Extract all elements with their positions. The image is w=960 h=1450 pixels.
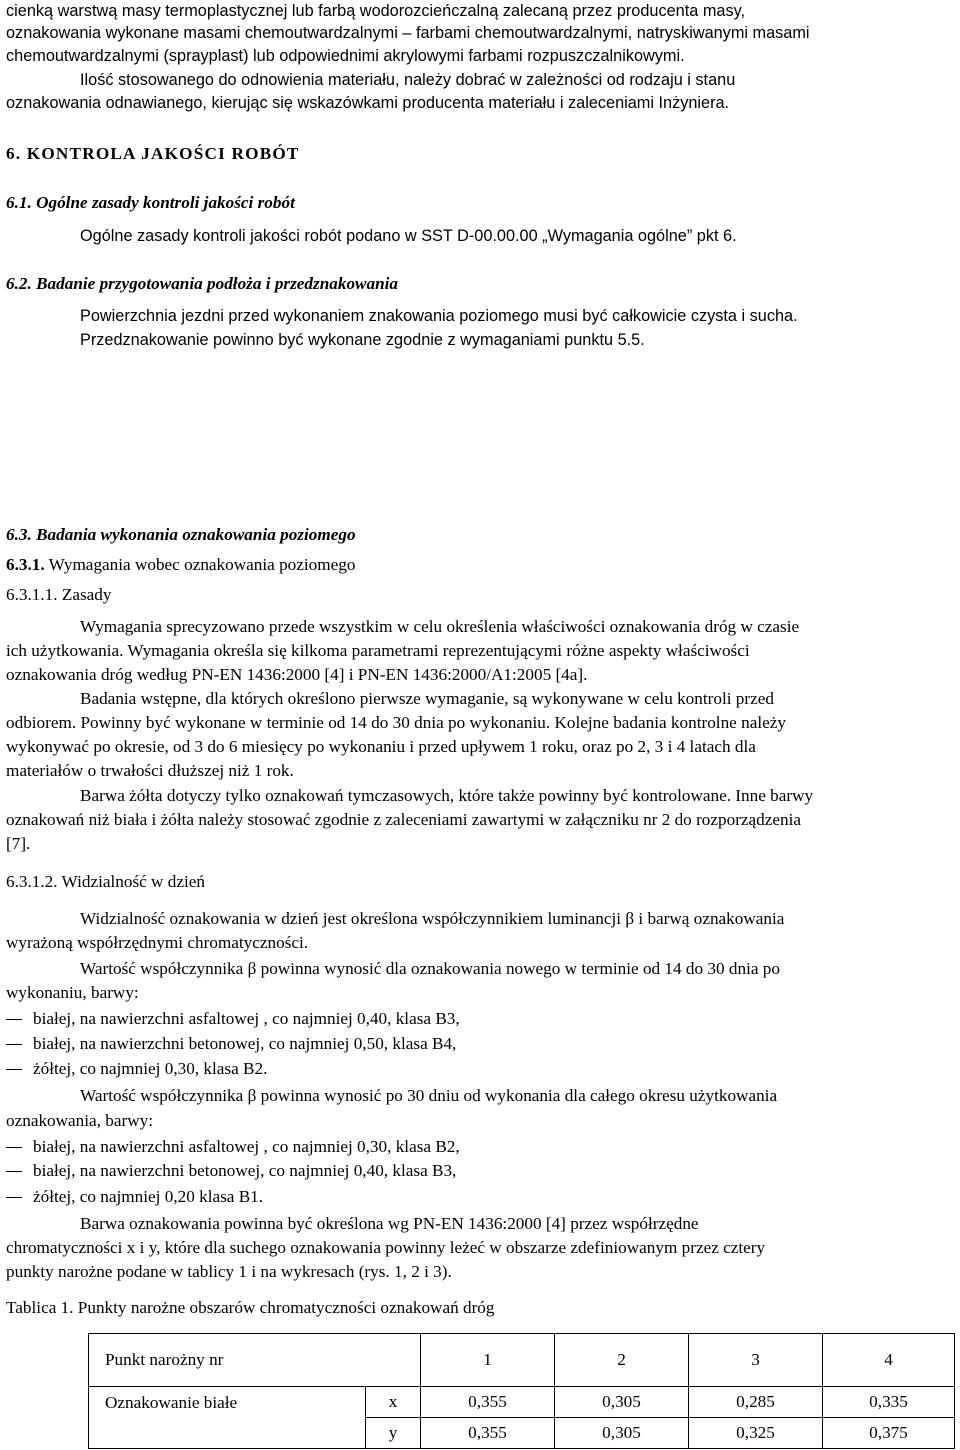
paragraph-6-line-1: Wartość współczynnika β powinna wynosić po 30 dniu od wykonania dla całego okresu użytkowania xyxy=(80,1086,778,1105)
dash-bullet xyxy=(6,1137,24,1157)
dash-bullet xyxy=(6,1161,24,1181)
paragraph-7-line-3: punkty narożne podane w tablicy 1 i na wykresach (rys. 1, 2 i 3). xyxy=(6,1262,452,1281)
dash-bullet xyxy=(6,1187,24,1207)
x-value-cell: 0,305 xyxy=(555,1387,689,1418)
list-2-item-1: białej, na nawierzchni asfaltowej , co najmniej 0,30, klasa B2, xyxy=(33,1137,460,1156)
intro-line-2: oznakowania wykonane masami chemoutwardzalnymi – farbami chemoutwardzalnymi, natryskiwanymi masami xyxy=(6,24,810,42)
paragraph-3-line-2: oznakowań niż biała i żółta należy stosować zgodnie z zaleceniami zawartymi w załączniku nr 2 do rozporządzenia xyxy=(6,810,802,829)
intro-line-1: cienką warstwą masy termoplastycznej lub farbą wodorozcieńczalną zalecaną przez producenta masy, xyxy=(6,2,746,20)
header-label-cell: Punkt narożny nr xyxy=(89,1334,421,1387)
paragraph-2-line-2: odbiorem. Powinny być wykonane w terminie od 14 do 30 dnia po wykonaniu. Kolejne badania kontrolne należy xyxy=(6,713,786,732)
intro-line-5: oznakowania odnawianego, kierując się wskazówkami producenta materiału i zaleceniami Inżyniera. xyxy=(6,94,730,112)
paragraph-5-line-1: Wartość współczynnika β powinna wynosić dla oznakowania nowego w terminie od 14 do 30 dnia po xyxy=(80,959,780,978)
section-6-3-1-1-heading: 6.3.1.1. Zasady xyxy=(6,585,112,604)
section-6-1-heading: 6.1. Ogólne zasady kontroli jakości robót xyxy=(6,193,295,212)
section-6-1-text: Ogólne zasady kontroli jakości robót podano w SST D-00.00.00 „Wymagania ogólne” pkt 6. xyxy=(80,227,737,245)
section-6-2-line-2: Przedznakowanie powinno być wykonane zgodnie z wymaganiami punktu 5.5. xyxy=(80,331,645,349)
paragraph-7-line-1: Barwa oznakowania powinna być określona wg PN-EN 1436:2000 [4] przez współrzędne xyxy=(80,1214,699,1233)
row-label-cell: Oznakowanie białe xyxy=(89,1387,366,1449)
point-number-cell: 2 xyxy=(555,1334,689,1387)
y-value-cell: 0,355 xyxy=(421,1418,555,1449)
y-value-cell: 0,325 xyxy=(689,1418,823,1449)
paragraph-7-line-2: chromatyczności x i y, które dla suchego oznakowania powinny leżeć w obszarze zdefiniowanym przez cztery xyxy=(6,1238,766,1257)
point-number-cell: 3 xyxy=(689,1334,823,1387)
coordinate-label-y: y xyxy=(366,1418,421,1449)
point-number-cell: 1 xyxy=(421,1334,555,1387)
dash-bullet xyxy=(6,1009,24,1029)
paragraph-5-line-2: wykonaniu, barwy: xyxy=(6,983,139,1002)
list-2-item-3: żółtej, co najmniej 0,20 klasa B1. xyxy=(33,1187,264,1206)
list-1-item-3: żółtej, co najmniej 0,30, klasa B2. xyxy=(33,1059,268,1078)
list-1-item-1: białej, na nawierzchni asfaltowej , co najmniej 0,40, klasa B3, xyxy=(33,1009,460,1028)
x-value-cell: 0,335 xyxy=(823,1387,955,1418)
x-value-cell: 0,355 xyxy=(421,1387,555,1418)
y-value-cell: 0,305 xyxy=(555,1418,689,1449)
section-6-2-heading: 6.2. Badanie przygotowania podłoża i przedznakowania xyxy=(6,274,399,293)
paragraph-2-line-3: wykonywać po okresie, od 3 do 6 miesięcy po wykonaniu i przed upływem 1 roku, oraz po 2, 3 i 4 latach dla xyxy=(6,737,756,756)
x-value-cell: 0,285 xyxy=(689,1387,823,1418)
paragraph-1-line-2: ich użytkowania. Wymagania określa się kilkoma parametrami reprezentującymi różne aspekty właściwości xyxy=(6,641,750,660)
section-6-3-1-heading: 6.3.1. Wymagania wobec oznakowania poziomego xyxy=(6,555,356,574)
paragraph-1-line-3: oznakowania dróg według PN-EN 1436:2000 [4] i PN-EN 1436:2000/A1:2005 [4a]. xyxy=(6,665,588,684)
paragraph-3-line-1: Barwa żółta dotyczy tylko oznakowań tymczasowych, które także powinny być kontrolowane. Inne barwy xyxy=(80,786,814,805)
intro-line-4: Ilość stosowanego do odnowienia materiału, należy dobrać w zależności od rodzaju i stanu xyxy=(80,71,736,89)
chromaticity-table xyxy=(88,1333,955,1449)
paragraph-4-line-1: Widzialność oznakowania w dzień jest określona współczynnikiem luminancji β i barwą oznakowania xyxy=(80,909,785,928)
table-1-caption: Tablica 1. Punkty narożne obszarów chromatyczności oznakowań dróg xyxy=(6,1298,495,1317)
paragraph-2-line-1: Badania wstępne, dla których określono pierwsze wymaganie, są wykonywane w celu kontroli przed xyxy=(80,689,774,708)
coordinate-label-x: x xyxy=(366,1387,421,1418)
list-1-item-2: białej, na nawierzchni betonowej, co najmniej 0,50, klasa B4, xyxy=(33,1034,457,1053)
point-number-cell: 4 xyxy=(823,1334,955,1387)
paragraph-1-line-1: Wymagania sprecyzowano przede wszystkim w celu określenia właściwości oznakowania dróg w czasie xyxy=(80,617,800,636)
paragraph-6-line-2: oznakowania, barwy: xyxy=(6,1111,153,1130)
paragraph-4-line-2: wyrażoną współrzędnymi chromatyczności. xyxy=(6,933,309,952)
paragraph-2-line-4: materiałów o trwałości dłuższej niż 1 rok. xyxy=(6,761,294,780)
table-header-row xyxy=(89,1334,955,1387)
section-6-3-heading: 6.3. Badania wykonania oznakowania poziomego xyxy=(6,525,356,544)
y-value-cell: 0,375 xyxy=(823,1418,955,1449)
section-6-2-line-1: Powierzchnia jezdni przed wykonaniem znakowania poziomego musi być całkowicie czysta i sucha. xyxy=(80,307,798,325)
dash-bullet xyxy=(6,1034,24,1054)
section-6-3-1-2-heading: 6.3.1.2. Widzialność w dzień xyxy=(6,872,205,891)
section-6-heading: 6. KONTROLA JAKOŚCI ROBÓT xyxy=(6,144,300,163)
table-row xyxy=(89,1387,955,1418)
intro-line-3: chemoutwardzalnymi (sprayplast) lub odpowiednimi akrylowymi farbami rozpuszczalnikowymi. xyxy=(6,47,685,65)
paragraph-3-line-3: [7]. xyxy=(6,834,31,853)
dash-bullet xyxy=(6,1059,24,1079)
list-2-item-2: białej, na nawierzchni betonowej, co najmniej 0,40, klasa B3, xyxy=(33,1161,457,1180)
